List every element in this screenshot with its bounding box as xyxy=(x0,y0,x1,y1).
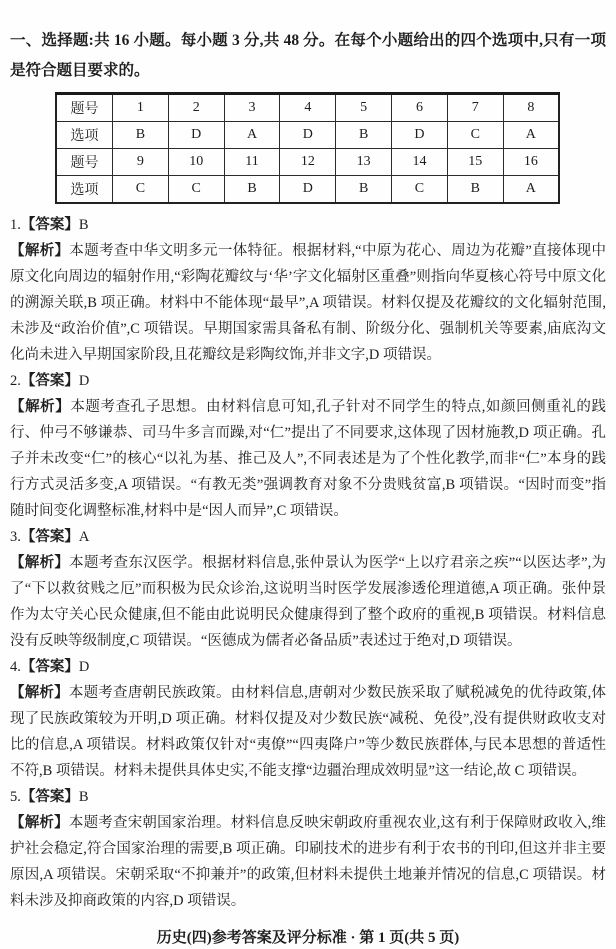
answer-line xyxy=(10,654,606,680)
table-cell: 9 xyxy=(113,149,169,176)
table-cell: D xyxy=(392,122,448,149)
table-cell: B xyxy=(113,122,169,149)
table-cell: 4 xyxy=(280,94,336,122)
answer-letter: B xyxy=(78,217,89,233)
table-cell: D xyxy=(280,176,336,204)
table-cell: 11 xyxy=(224,149,280,176)
table-cell: 14 xyxy=(392,149,448,176)
row-header: 题号 xyxy=(56,149,113,176)
table-row xyxy=(56,94,559,122)
question-number: 2. xyxy=(10,373,21,389)
answer-item-5 xyxy=(10,784,606,914)
question-number: 4. xyxy=(10,659,21,675)
row-header: 选项 xyxy=(56,176,113,204)
question-number: 1. xyxy=(10,217,21,233)
answer-letter: A xyxy=(78,529,90,545)
question-number: 3. xyxy=(10,529,21,545)
row-header: 题号 xyxy=(56,94,113,122)
answer-letter: D xyxy=(78,659,90,675)
table-cell: 6 xyxy=(392,94,448,122)
analysis-label: 【解析】 xyxy=(10,685,69,701)
table-cell: C xyxy=(392,176,448,204)
row-header: 选项 xyxy=(56,122,113,149)
answer-line xyxy=(10,368,606,394)
table-cell: 13 xyxy=(336,149,392,176)
table-cell: 3 xyxy=(224,94,280,122)
answer-label: 【答案】 xyxy=(20,659,79,675)
page-footer: 历史(四)参考答案及评分标准 · 第 1 页(共 5 页) xyxy=(156,930,460,946)
question-number: 5. xyxy=(10,789,21,805)
table-cell: 16 xyxy=(503,149,559,176)
table-cell: 5 xyxy=(336,94,392,122)
table-row xyxy=(56,149,559,176)
analysis-paragraph xyxy=(10,810,606,914)
analysis-text: 本题考查东汉医学。根据材料信息,张仲景认为医学“上以疗君亲之疾”“以医达孝”,为了“下以救贫贱之厄”而积极为民众诊治,这说明当时医学发展渗透伦理道德,A 项正确。张仲景作为太守关心民众健康,但不能由此说明民众健康得到了整个政府的重视,B 项错误。材料信息没有反映等级制度,C 项错误。“医德成为儒者必备品质”表述过于绝对,D 项错误。 xyxy=(10,555,606,649)
analysis-text: 本题考查唐朝民族政策。由材料信息,唐朝对少数民族采取了赋税减免的优待政策,体现了民族政策较为开明,D 项正确。材料仅提及对少数民族“减税、免役”,没有提供财政收支对比的信息,A 项错误。材料政策仅针对“夷僚”“四夷降户”等少数民族群体,与民本思想的普适性不符,B 项错误。材料未提供具体史实,不能支撑“边疆治理成效明显”这一结论,故 C 项错误。 xyxy=(10,685,607,779)
answer-table xyxy=(55,92,560,204)
table-cell: C xyxy=(113,176,169,204)
table-row xyxy=(56,122,559,149)
answer-item-3 xyxy=(10,524,606,654)
analysis-text: 本题考查中华文明多元一体特征。根据材料,“中原为花心、周边为花瓣”直接体现中原文化向周边的辐射作用,“彩陶花瓣纹与‘华’字文化辐射区重叠”则指向华夏核心符号中原文化的溯源关联,B 项正确。材料中不能体现“最早”,A 项错误。材料仅提及花瓣纹的文化辐射范围,未涉及“政治价值”,C 项错误。早期国家需具备私有制、阶级分化、强制机关等要素,庙底沟文化尚未进入早期国家阶段,且花瓣纹是彩陶纹饰,并非文字,D 项错误。 xyxy=(10,243,606,363)
answer-explanations xyxy=(10,212,606,914)
table-cell: B xyxy=(224,176,280,204)
answer-label: 【答案】 xyxy=(20,217,79,233)
table-cell: D xyxy=(280,122,336,149)
table-cell: B xyxy=(447,176,503,204)
table-cell: D xyxy=(168,122,224,149)
table-cell: B xyxy=(336,176,392,204)
table-cell: A xyxy=(503,176,559,204)
table-cell: 1 xyxy=(113,94,169,122)
analysis-label: 【解析】 xyxy=(10,399,71,415)
answer-item-2 xyxy=(10,368,606,524)
table-cell: A xyxy=(224,122,280,149)
table-cell: 12 xyxy=(280,149,336,176)
analysis-text: 本题考查孔子思想。由材料信息可知,孔子针对不同学生的特点,如颜回侧重礼的践行、仲弓不够谦恭、司马牛多言而躁,对“仁”提出了不同要求,这体现了因材施教,D 项正确。孔子并未改变“仁”的核心“以礼为基、推己及人”,不同表述是为了个性化教学,而非“仁”本身的践行方式灵活多变,A 项错误。“有教无类”强调教育对象不分贵贱贫富,B 项错误。“因时而变”指随时间变化调整标准,材料中是“因人而异”,C 项错误。 xyxy=(10,399,606,519)
answer-line xyxy=(10,784,606,810)
answer-letter: B xyxy=(78,789,89,805)
answer-letter: D xyxy=(78,373,90,389)
table-cell: 2 xyxy=(168,94,224,122)
answer-item-4 xyxy=(10,654,606,784)
table-cell: 8 xyxy=(503,94,559,122)
answer-label: 【答案】 xyxy=(20,789,79,805)
analysis-label: 【解析】 xyxy=(10,815,69,831)
table-cell: C xyxy=(447,122,503,149)
table-cell: 10 xyxy=(168,149,224,176)
answer-item-1 xyxy=(10,212,606,368)
analysis-paragraph xyxy=(10,680,606,784)
table-cell: 7 xyxy=(447,94,503,122)
table-cell: B xyxy=(336,122,392,149)
analysis-paragraph xyxy=(10,394,606,524)
table-cell: 15 xyxy=(447,149,503,176)
analysis-paragraph xyxy=(10,550,606,654)
table-row xyxy=(56,176,559,204)
answer-line xyxy=(10,212,606,238)
table-cell: C xyxy=(168,176,224,204)
analysis-text: 本题考查宋朝国家治理。材料信息反映宋朝政府重视农业,这有利于保障财政收入,维护社会稳定,符合国家治理的需要,B 项正确。印刷技术的进步有利于农书的刊印,但这并非主要原因,A 项错误。宋朝采取“不抑兼并”的政策,但材料未提供土地兼并情况的信息,C 项错误。材料未涉及抑商政策的内容,D 项错误。 xyxy=(10,815,607,909)
table-cell: A xyxy=(503,122,559,149)
analysis-label: 【解析】 xyxy=(10,555,70,571)
analysis-paragraph xyxy=(10,238,606,368)
answer-label: 【答案】 xyxy=(20,529,79,545)
answer-label: 【答案】 xyxy=(20,373,79,389)
answer-line xyxy=(10,524,606,550)
analysis-label: 【解析】 xyxy=(10,243,70,259)
section-one-heading: 一、选择题:共 16 小题。每小题 3 分,共 48 分。在每个小题给出的四个选项中,只有一项是符合题目要求的。 xyxy=(10,32,606,79)
